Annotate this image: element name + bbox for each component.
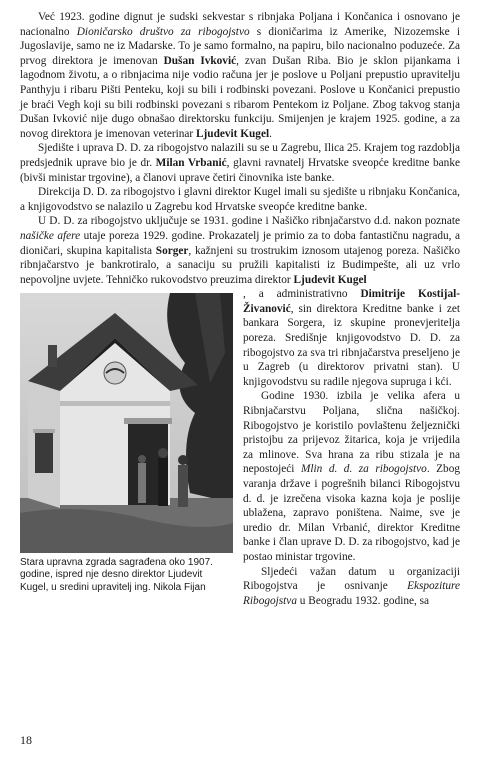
text-run: Milan Vrbanić	[155, 156, 227, 169]
text-run: našičke afere	[20, 229, 81, 242]
paragraph-4-head	[20, 214, 460, 287]
text-run: .	[269, 127, 272, 140]
text-run: Sorger	[155, 244, 189, 257]
figure-caption: Stara upravna zgrada sagrađena oko 1907. godine, ispred nje desno direktor Ljudevit Kugel, u sredini upravitelj ing. Nikola Fijan	[20, 557, 213, 593]
text-run: , glavni ravnatelj Hrvatske sveopće kreditne banke (bivši ministar trgovine), a članovi uprave četiri činovnika iste banke.	[20, 156, 460, 184]
text-run: . Zbog varanja države i pogrešnih bilanci Ribogojstvu d. d. je izrečena visoka kazna koja je poslije ublažena, zapravo poništena. Naime, sve je uredio dr. Milan Vrbanić, direktor Kreditne banke i član uprave D. D. za ribogojstvo, kad je postao ministar trgovine.	[243, 463, 460, 563]
page-body	[20, 10, 460, 608]
text-run: , zvan Dušan Riba. Bio je sklon pijankama i lagodnom životu, a o ribnjacima nije vodio računa jer je poslove u Poljani prepustio upravitelju Panthyju i ribaru Pišti Penteku, koji su bili i rodbinski povezani. Poslove u Končanici prepustio je braći Vegh koji su bili rodbinski povezani s ribarom Pentekom iz Poljane. Zbog takvog stanja Dušan Ivković nije dugo obnašao direktorsku funkciju. Smijenjen je krajem 1925. godine, a za novog direktora je imenovan veterinar	[20, 54, 460, 140]
figure	[20, 293, 233, 594]
text-run: Ljudevit Kugel	[293, 273, 367, 286]
paragraph-3	[20, 185, 460, 214]
text-run: Dioničarsko društvo za ribogojstvo	[76, 25, 250, 38]
page-number: 18	[20, 733, 32, 747]
text-run: Ljudevit Kugel	[195, 127, 270, 140]
text-run: Direkcija D. D. za ribogojstvo i glavni direktor Kugel imali su sjedište u ribnjaku Končanica, a knjigovodstvo se nalazilo u Zagrebu kod Hrvatske sveopće kreditne banke.	[20, 186, 460, 213]
figure-section	[20, 287, 460, 608]
text-run: Mlin d. d. za ribogojstvo	[300, 463, 427, 476]
text-run: , kažnjeni su trostrukim iznosom utajenog poreza. Našičko ribnjačarstvo je bankrotiralo, a sanaciju su pružili kapitalisti iz Budimpešte, ali uz vrlo nepovoljne uvjete. Tehničko rukovodstvo preuzima direktor	[20, 244, 460, 286]
text-run: Dušan Ivković	[163, 54, 237, 67]
text-run: Već 1923. godine dignut je sudski sekvestar s ribnjaka Poljana i Končanica i osnovano je nacionalno	[20, 11, 460, 38]
text-run: Dimitrije Kostijal-Živanović	[243, 288, 460, 315]
text-run: u Beogradu 1932. godine, sa	[296, 594, 430, 607]
paragraph-2	[20, 141, 460, 185]
text-run: , sin direktora Kreditne banke i zet bankara Sorgera, iz skupine pronevjeritelja poreza. Središnje knjigovodstvo D. D. za ribogojstvo za sva tri ribnjačarstva preseljeno je u Zagreb (u direktorov privatni stan). U knjigovodstvu su radile njegova supruga i kći.	[243, 302, 460, 388]
text-run: utaje poreza 1929. godine. Prokazatelj je primio za to doba fantastičnu nagradu, a dioničari, skupina kapitalista	[20, 229, 460, 257]
text-run: Godine 1930. izbila je velika afera u Ribnjačarstvu Poljana, slična našičkoj. Ribogojstvo je koristilo povlaštenu željeznički pristojbu za prijevoz žitarica, koja je vrijedila za mlinove. Sva hrana za ribu stizala je na nepostojeći	[243, 390, 460, 476]
text-run: , a administrativno	[243, 288, 361, 301]
text-run: Ekspoziture Ribogojstva	[243, 580, 460, 607]
text-run: U D. D. za ribogojstvo uključuje se 1931. godine i Našičko ribnjačarstvo d.d. nakon poznate	[38, 215, 460, 228]
text-run: s dioničarima iz Amerike, Nizozemske i Jugoslavije, samo ne iz Madarske. To je samo formalno, na papiru, bilo nacionalno poduzeće. Za prvog direktora je imenovan	[20, 25, 460, 67]
text-run: Sjedište i uprava D. D. za ribogojstvo nalazili su se u Zagrebu, Ilica 25. Krajem tog razdoblja predsjednik uprave bio je dr.	[20, 142, 460, 169]
text-run: Sljedeći važan datum u organizaciji Ribogojstva je osnivanje	[243, 565, 460, 593]
building-photo	[20, 293, 233, 553]
paragraph-1	[20, 10, 460, 141]
